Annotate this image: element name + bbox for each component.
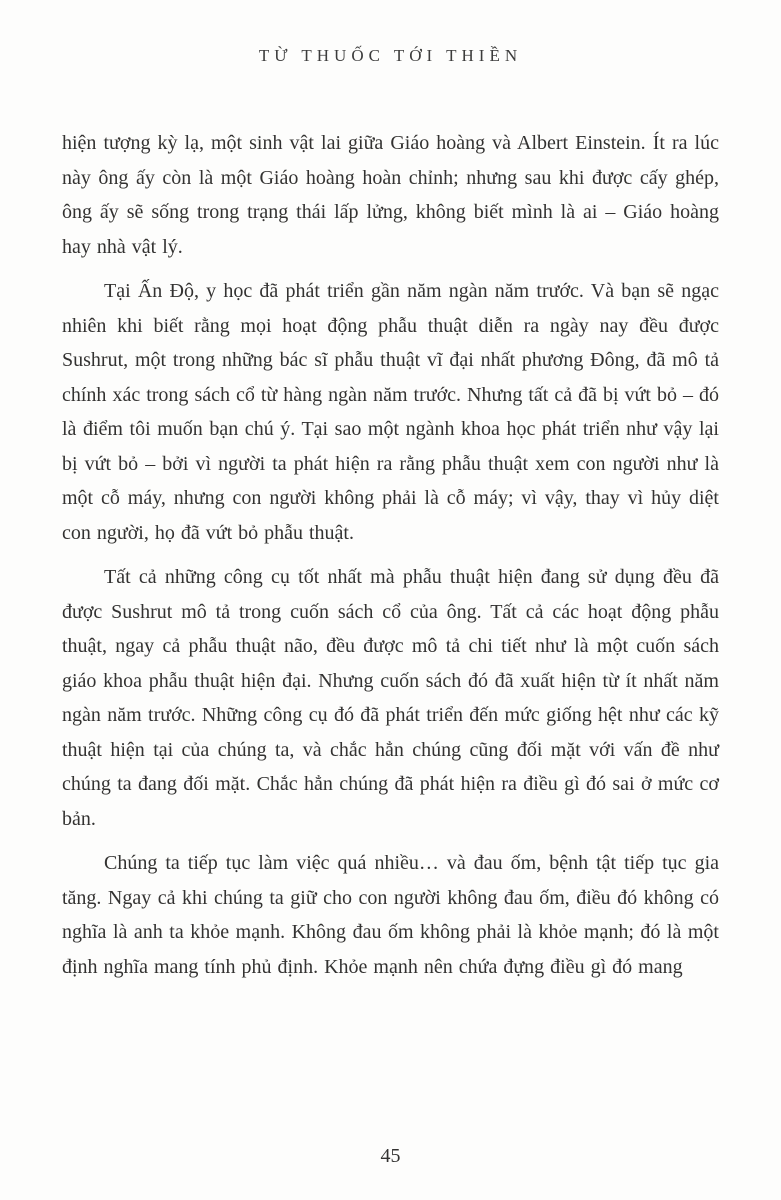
paragraph: Tất cả những công cụ tốt nhất mà phẫu thuật hiện đang sử dụng đều đã được Sushrut mô tả trong cuốn sách cổ của ông. Tất cả các hoạt động phẫu thuật, ngay cả phẫu thuật não, đều được mô tả chi tiết như là một cuốn sách giáo khoa phẫu thuật hiện đại. Nhưng cuốn sách đó đã xuất hiện từ ít nhất năm ngàn năm trước. Những công cụ đó đã phát triển đến mức giống hệt như các kỹ thuật hiện tại của chúng ta, và chắc hẳn chúng cũng đối mặt với vấn đề như chúng ta đang đối mặt. Chắc hẳn chúng đã phát hiện ra điều gì đó sai ở mức cơ bản.: [62, 566, 719, 830]
running-header: TỪ THUỐC TỚI THIỀN: [258, 46, 523, 65]
paragraph: hiện tượng kỳ lạ, một sinh vật lai giữa Giáo hoàng và Albert Einstein. Ít ra lúc này ông ấy còn là một Giáo hoàng hoàn chỉnh; nhưng sau khi được cấy ghép, ông ấy sẽ sống trong trạng thái lấp lửng, không biết mình là ai – Giáo hoàng hay nhà vật lý.: [62, 132, 719, 258]
paragraph: Chúng ta tiếp tục làm việc quá nhiều… và đau ốm, bệnh tật tiếp tục gia tăng. Ngay cả khi chúng ta giữ cho con người không đau ốm, điều đó không có nghĩa là anh ta khỏe mạnh. Không đau ốm không phải là khỏe mạnh; đó là một định nghĩa mang tính phủ định. Khỏe mạnh nên chứa đựng điều gì đó mang: [62, 852, 719, 978]
body-text: [62, 126, 719, 994]
paragraph: Tại Ấn Độ, y học đã phát triển gần năm ngàn năm trước. Và bạn sẽ ngạc nhiên khi biết rằng mọi hoạt động phẫu thuật diễn ra ngày nay đều được Sushrut, một trong những bác sĩ phẫu thuật vĩ đại nhất phương Đông, đã mô tả chính xác trong sách cổ từ hàng ngàn năm trước. Nhưng tất cả đã bị vứt bỏ – đó là điểm tôi muốn bạn chú ý. Tại sao một ngành khoa học phát triển như vậy lại bị vứt bỏ – bởi vì người ta phát hiện ra rằng phẫu thuật xem con người như là một cỗ máy, nhưng con người không phải là cỗ máy; vì vậy, thay vì hủy diệt con người, họ đã vứt bỏ phẫu thuật.: [62, 280, 719, 544]
page-number: 45: [380, 1145, 401, 1167]
